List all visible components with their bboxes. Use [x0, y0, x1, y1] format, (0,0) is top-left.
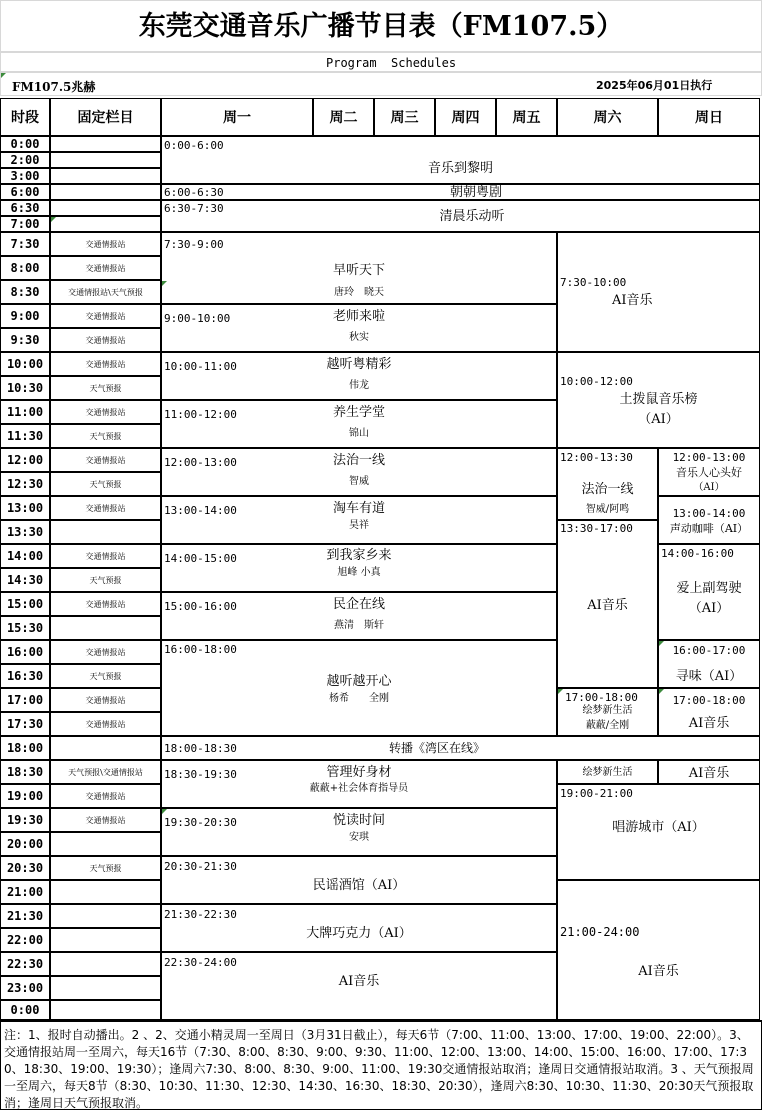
time-slot: 17:00	[0, 688, 50, 712]
program-time: 14:00-16:00	[661, 547, 734, 560]
program-time: 18:00-18:30	[164, 742, 237, 755]
program-name: AI音乐	[338, 974, 380, 989]
page-title: 东莞交通音乐广播节目表（FM107.5）	[138, 11, 624, 42]
program-cell	[557, 520, 658, 688]
fixed-segment: 天气预报	[50, 424, 161, 448]
program-name: 到我家乡来	[326, 548, 392, 563]
header-fri: 周五	[496, 98, 557, 136]
program-cell	[557, 784, 760, 880]
time-slot: 17:30	[0, 712, 50, 736]
fixed-segment	[50, 152, 161, 168]
fixed-segment: 交通情报站	[50, 232, 161, 256]
time-slot: 15:30	[0, 616, 50, 640]
fixed-segment: 交通情报站	[50, 352, 161, 376]
program-cell	[161, 760, 557, 808]
time-slot: 20:00	[0, 832, 50, 856]
program-hosts: 旭峰 小真	[337, 567, 381, 578]
time-slot: 14:30	[0, 568, 50, 592]
program-name: 大牌巧克力（AI）	[306, 926, 412, 941]
program-time: 6:00-6:30	[164, 186, 224, 199]
time-slot: 23:00	[0, 976, 50, 1000]
time-slot: 6:00	[0, 184, 50, 200]
program-name: 寻味（AI）	[675, 669, 743, 684]
program-name: AI音乐	[688, 716, 730, 731]
fixed-segment	[50, 928, 161, 952]
time-slot: 19:30	[0, 808, 50, 832]
program-cell	[161, 736, 760, 760]
fixed-segment: 天气预报	[50, 856, 161, 880]
fixed-segment: 交通情报站	[50, 688, 161, 712]
cell-marker	[51, 217, 56, 222]
program-name: 声动咖啡（AI）	[669, 522, 749, 535]
program-name: 民谣酒馆（AI）	[312, 878, 406, 893]
time-slot: 3:00	[0, 168, 50, 184]
program-cell	[557, 688, 658, 736]
time-slot: 15:00	[0, 592, 50, 616]
program-time: 13:00-14:00	[672, 507, 746, 520]
time-slot: 0:00	[0, 136, 50, 152]
time-slot: 22:00	[0, 928, 50, 952]
program-cell	[161, 184, 760, 200]
time-slot: 8:30	[0, 280, 50, 304]
program-name: 养生学堂	[332, 405, 385, 420]
cell-marker	[558, 689, 563, 694]
page-subtitle: Program Schedules	[326, 56, 457, 70]
program-name: 朝朝粤剧	[449, 185, 502, 200]
program-cell	[161, 136, 760, 184]
time-slot: 13:00	[0, 496, 50, 520]
program-name: 唱游城市（AI）	[612, 820, 705, 835]
program-time: 10:00-12:00	[560, 375, 633, 388]
program-name: 管理好身材	[326, 765, 392, 780]
time-slot: 11:30	[0, 424, 50, 448]
program-cell	[658, 760, 760, 784]
header-tue: 周二	[313, 98, 374, 136]
program-cell	[161, 952, 557, 1020]
program-cell	[557, 352, 760, 448]
time-slot: 20:30	[0, 856, 50, 880]
cell-marker	[1, 73, 6, 78]
fixed-segment: 天气预报\交通情报站	[50, 760, 161, 784]
program-name: 音乐人心头好	[676, 466, 742, 479]
fixed-segment	[50, 1000, 161, 1020]
time-slot: 2:00	[0, 152, 50, 168]
program-hosts: 安琪	[349, 832, 369, 843]
program-name: 法治一线	[332, 453, 385, 468]
program-name: 越听粤精彩	[326, 357, 392, 372]
fixed-segment: 天气预报	[50, 568, 161, 592]
program-cell	[161, 200, 760, 232]
cell-marker	[162, 281, 167, 286]
program-cell	[557, 448, 658, 520]
fixed-segment	[50, 952, 161, 976]
program-cell	[161, 496, 557, 544]
program-cell	[161, 544, 557, 592]
fixed-segment	[50, 168, 161, 184]
program-cell	[161, 904, 557, 952]
program-cell	[161, 808, 557, 856]
program-hosts: 智威	[349, 476, 369, 487]
program-cell	[161, 592, 557, 640]
fixed-segment: 天气预报	[50, 472, 161, 496]
fixed-segment: 交通情报站	[50, 256, 161, 280]
program-name: AI音乐	[688, 766, 730, 781]
program-hosts: 杨希 全刚	[329, 693, 389, 704]
time-slot: 16:30	[0, 664, 50, 688]
time-slot: 21:30	[0, 904, 50, 928]
program-cell	[658, 544, 760, 640]
program-hosts: 锦山	[349, 428, 369, 439]
cell-marker	[659, 689, 664, 694]
program-cell	[161, 304, 557, 352]
header-fixed: 固定栏目	[50, 98, 161, 136]
header-time: 时段	[0, 98, 50, 136]
header-mon: 周一	[161, 98, 313, 136]
time-slot: 0:00	[0, 1000, 50, 1020]
fixed-segment: 交通情报站	[50, 448, 161, 472]
fixed-segment	[50, 904, 161, 928]
program-time: 19:00-21:00	[560, 787, 633, 800]
time-slot: 7:00	[0, 216, 50, 232]
program-time: 13:00-14:00	[164, 504, 237, 517]
program-cell	[658, 496, 760, 544]
fixed-segment: 交通情报站\天气预报	[50, 280, 161, 304]
time-slot: 19:00	[0, 784, 50, 808]
fixed-segment: 交通情报站	[50, 808, 161, 832]
frequency-label: FM107.5兆赫	[12, 80, 96, 94]
fixed-segment: 交通情报站	[50, 496, 161, 520]
program-time: 7:30-9:00	[164, 238, 224, 251]
fixed-segment	[50, 184, 161, 200]
program-time: 16:00-17:00	[672, 644, 746, 657]
program-cell	[557, 880, 760, 1020]
time-slot: 10:00	[0, 352, 50, 376]
program-name-ai: （AI）	[693, 482, 725, 493]
time-slot: 11:00	[0, 400, 50, 424]
program-name: 老师来啦	[332, 309, 385, 324]
program-cell	[658, 688, 760, 736]
program-cell	[161, 448, 557, 496]
time-slot: 9:30	[0, 328, 50, 352]
program-cell	[557, 760, 658, 784]
program-time: 14:00-15:00	[164, 552, 237, 565]
program-cell	[161, 352, 557, 400]
program-time: 13:30-17:00	[560, 522, 633, 535]
footnotes: 注：1、报时自动播出。2 、2、交通小精灵周一至周日（3月31日截止），每天6节（7:00、11:00、13:00、17:00、19:00、22:00）。3、交通情报站周一至周六，每天16节（7:30、8:00、8:30、9:00、9:30、11:00、12:00、13:00、14:00、15:00、16:00、17:00、17:30、18:30、19:00、19:30）；逢周六7:30、8:00、8:30、9:00、11:00、19:30交通情报站取消；逢周日交通情报站取消。3 、天气预报周一至周六，每天8节（8:30、10:30、11:30、12:30、14:30、16:30、18:30、20:30），逢周六8:30、10:30、11:30、20:30天气预报取消；逢周日天气预报取消。	[0, 1020, 762, 1110]
program-name: 爱上副驾驶	[676, 581, 742, 596]
program-time: 20:30-21:30	[164, 860, 237, 873]
program-name-ai: （AI）	[688, 601, 730, 616]
program-cell	[161, 400, 557, 448]
time-slot: 18:00	[0, 736, 50, 760]
cell-marker	[659, 641, 664, 646]
program-time: 12:00-13:00	[672, 451, 746, 464]
program-time: 12:00-13:30	[560, 451, 633, 464]
fixed-segment: 交通情报站	[50, 400, 161, 424]
header-wed: 周三	[374, 98, 435, 136]
program-time: 19:30-20:30	[164, 816, 237, 829]
program-time: 18:30-19:30	[164, 768, 237, 781]
header-sat: 周六	[557, 98, 658, 136]
program-cell	[557, 232, 760, 352]
program-time: 21:00-24:00	[560, 925, 640, 939]
program-hosts: 秋实	[349, 332, 369, 343]
program-name: 淘车有道	[332, 501, 385, 516]
fixed-segment: 交通情报站	[50, 328, 161, 352]
fixed-segment	[50, 216, 161, 232]
time-slot: 12:30	[0, 472, 50, 496]
program-name: 土拨鼠音乐榜	[619, 392, 698, 407]
time-slot: 14:00	[0, 544, 50, 568]
fixed-segment	[50, 616, 161, 640]
fixed-segment	[50, 880, 161, 904]
program-name: 清晨乐动听	[439, 209, 505, 224]
program-time: 12:00-13:00	[164, 456, 237, 469]
time-slot: 6:30	[0, 200, 50, 216]
fixed-segment	[50, 520, 161, 544]
fixed-segment	[50, 136, 161, 152]
program-cell	[658, 448, 760, 496]
program-name: 绘梦新生活	[582, 767, 633, 778]
program-name: 绘梦新生活	[582, 705, 633, 716]
program-hosts: 燕清 斯轩	[334, 620, 384, 631]
program-time: 22:30-24:00	[164, 956, 237, 969]
program-name: 音乐到黎明	[427, 161, 493, 176]
fixed-segment: 交通情报站	[50, 592, 161, 616]
program-cell	[161, 640, 557, 736]
time-slot: 16:00	[0, 640, 50, 664]
fixed-segment: 交通情报站	[50, 784, 161, 808]
program-name: AI音乐	[587, 598, 628, 613]
time-slot: 12:00	[0, 448, 50, 472]
fixed-segment: 天气预报	[50, 664, 161, 688]
program-name: 法治一线	[581, 482, 634, 497]
effective-date: 2025年06月01日执行	[596, 79, 713, 92]
time-slot: 18:30	[0, 760, 50, 784]
program-name: 转播《湾区在线》	[389, 741, 486, 755]
program-time: 21:30-22:30	[164, 908, 237, 921]
fixed-segment: 交通情报站	[50, 304, 161, 328]
program-hosts: 智威/阿鸣	[585, 504, 630, 515]
program-name: 悦读时间	[332, 813, 385, 828]
time-slot: 7:30	[0, 232, 50, 256]
time-slot: 10:30	[0, 376, 50, 400]
program-time: 15:00-16:00	[164, 600, 237, 613]
program-time: 11:00-12:00	[164, 408, 237, 421]
program-cell	[658, 640, 760, 688]
header-sun: 周日	[658, 98, 760, 136]
program-hosts: 唐玲 晓天	[334, 287, 384, 298]
program-time: 7:30-10:00	[560, 276, 627, 289]
program-time: 6:30-7:30	[164, 202, 224, 215]
fixed-segment: 交通情报站	[50, 712, 161, 736]
time-slot: 8:00	[0, 256, 50, 280]
program-time: 16:00-18:00	[164, 643, 237, 656]
fixed-segment	[50, 736, 161, 760]
program-hosts: 昊祥	[349, 520, 369, 531]
program-name: 早听天下	[332, 263, 385, 278]
program-name: AI音乐	[612, 293, 653, 308]
program-name: AI音乐	[638, 964, 679, 979]
program-time: 0:00-6:00	[164, 139, 224, 152]
fixed-segment: 天气预报	[50, 376, 161, 400]
time-slot: 22:30	[0, 952, 50, 976]
time-slot: 9:00	[0, 304, 50, 328]
program-time: 10:00-11:00	[164, 360, 237, 373]
program-name: 民企在线	[332, 597, 385, 612]
fixed-segment: 交通情报站	[50, 640, 161, 664]
program-time: 9:00-10:00	[164, 312, 231, 325]
fixed-segment	[50, 200, 161, 216]
program-hosts: 蔽蔽+社会体育指导员	[309, 783, 409, 794]
cell-marker	[162, 809, 167, 814]
program-hosts: 蔽蔽/全刚	[585, 720, 630, 731]
fixed-segment: 交通情报站	[50, 544, 161, 568]
time-slot: 21:00	[0, 880, 50, 904]
program-time: 17:00-18:00	[672, 694, 746, 707]
program-cell	[161, 232, 557, 304]
fixed-segment	[50, 832, 161, 856]
program-hosts: 伟龙	[349, 380, 369, 391]
program-time: 17:00-18:00	[565, 691, 638, 704]
program-name-ai: （AI）	[638, 412, 679, 427]
time-slot: 13:30	[0, 520, 50, 544]
fixed-segment	[50, 976, 161, 1000]
program-name: 越听越开心	[326, 674, 392, 689]
program-cell	[161, 856, 557, 904]
header-thu: 周四	[435, 98, 496, 136]
